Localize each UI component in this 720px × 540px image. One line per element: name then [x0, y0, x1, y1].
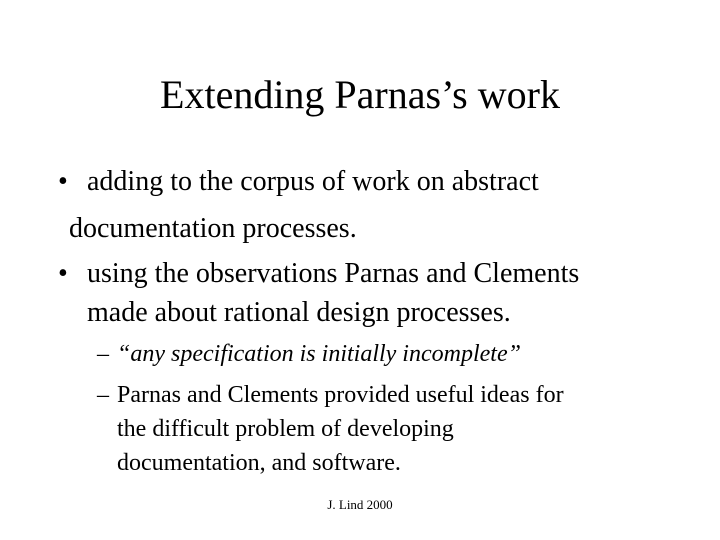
- bullet-marker: •: [58, 166, 68, 197]
- footer-credit: J. Lind 2000: [327, 497, 393, 512]
- bullet-1-line-1: adding to the corpus of work on abstract: [87, 166, 539, 197]
- bullet-marker: •: [58, 258, 68, 289]
- sub-bullet-marker: –: [97, 382, 109, 408]
- sub-bullet-marker: –: [97, 341, 109, 367]
- bullet-1-line-2: documentation processes.: [69, 213, 357, 244]
- bullet-2-line-1: using the observations Parnas and Clements: [87, 258, 580, 289]
- sub-bullet-2-line-2: the difficult problem of developing: [117, 416, 454, 442]
- bullet-2-line-2: made about rational design processes.: [87, 297, 511, 328]
- sub-bullet-1-line-1: “any specification is initially incomplete”: [117, 341, 521, 367]
- sub-bullet-2-line-1: Parnas and Clements provided useful ideas for: [117, 382, 564, 408]
- sub-bullet-2-line-3: documentation, and software.: [117, 450, 401, 476]
- slide-title: Extending Parnas’s work: [160, 72, 560, 117]
